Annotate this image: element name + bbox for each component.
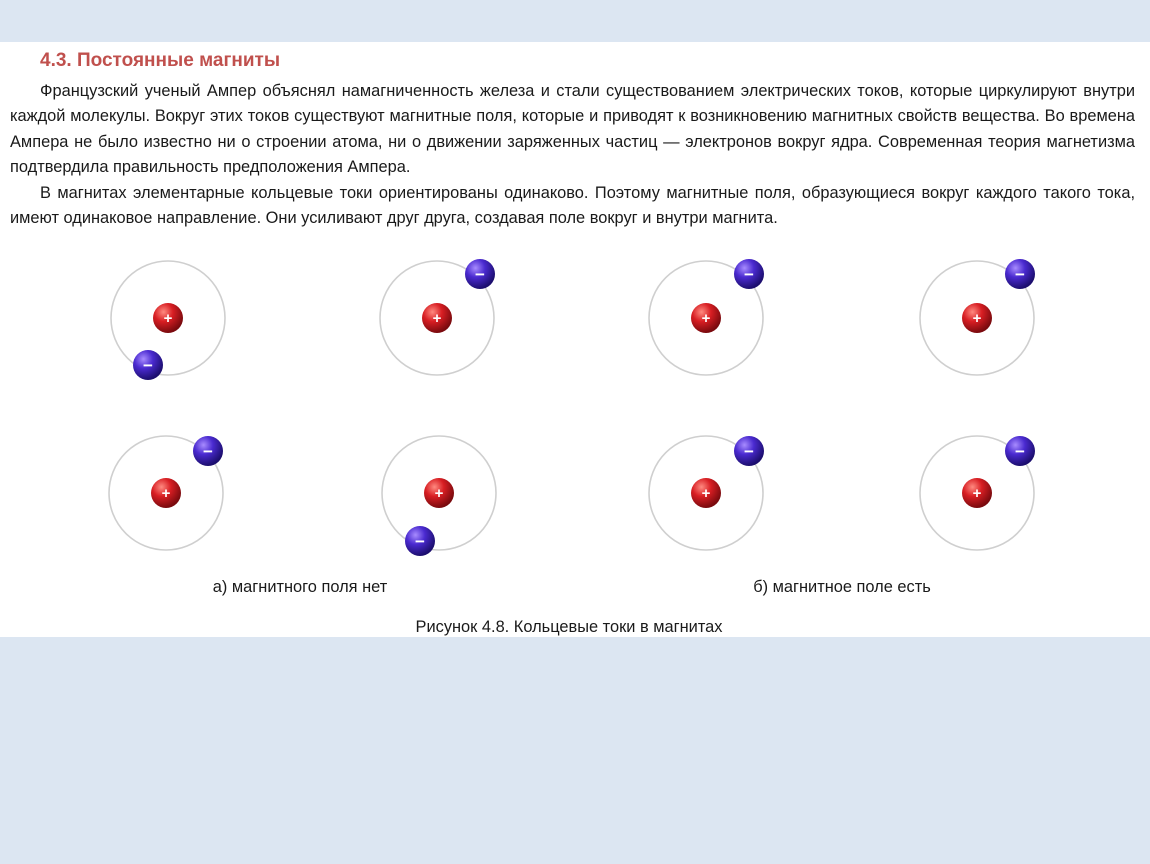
plus-sign: +	[972, 310, 982, 327]
plus-sign: +	[701, 485, 711, 502]
atom	[920, 436, 1035, 550]
plus-sign: +	[163, 310, 173, 327]
atom	[649, 259, 764, 375]
atom	[649, 436, 764, 550]
nucleus	[691, 303, 721, 333]
minus-sign: −	[1015, 265, 1025, 284]
electron	[133, 350, 163, 380]
paragraph-1: Французский ученый Ампер объяснял намагниченность железа и стали существованием электрических токов, которые циркулируют внутри каждой молекулы. Вокруг этих токов существуют магнитные поля, которые и приводят к возникновению магнитных свойств вещества. Во времена Ампера не было известно ни о строении атома, ни о движении заряженных частиц — электронов вокруг ядра. Современная теория магнетизма подтвердила правильность предположения Ампера.	[10, 82, 1135, 177]
section-heading: 4.3. Постоянные магниты	[40, 50, 281, 71]
caption-field-present: б) магнитное поле есть	[753, 578, 931, 596]
atom	[111, 261, 225, 380]
minus-sign: −	[475, 265, 485, 284]
plus-sign: +	[972, 485, 982, 502]
electron	[1005, 259, 1035, 289]
electron	[734, 436, 764, 466]
minus-sign: −	[203, 442, 213, 461]
plus-sign: +	[161, 485, 171, 502]
atom	[382, 436, 496, 556]
nucleus	[962, 478, 992, 508]
paragraph-2: В магнитах элементарные кольцевые токи ориентированы одинаково. Поэтому магнитные поля, образующиеся вокруг каждого такого тока, имеют одинаковое направление. Они усиливают друг друга, создавая поле вокруг и внутри магнита.	[10, 183, 1135, 228]
minus-sign: −	[744, 265, 754, 284]
nucleus	[962, 303, 992, 333]
nucleus	[691, 478, 721, 508]
minus-sign: −	[1015, 442, 1025, 461]
caption-no-field: а) магнитного поля нет	[212, 578, 388, 596]
minus-sign: −	[744, 442, 754, 461]
atom	[109, 436, 223, 550]
figure-title: Рисунок 4.8. Кольцевые токи в магнитах	[415, 618, 723, 636]
minus-sign: −	[143, 356, 153, 375]
nucleus	[422, 303, 452, 333]
plus-sign: +	[701, 310, 711, 327]
nucleus	[151, 478, 181, 508]
atom	[380, 259, 495, 375]
plus-sign: +	[434, 485, 444, 502]
electron	[193, 436, 223, 466]
minus-sign: −	[415, 532, 425, 551]
nucleus	[153, 303, 183, 333]
nucleus	[424, 478, 454, 508]
plus-sign: +	[432, 310, 442, 327]
atom	[920, 259, 1035, 375]
electron	[405, 526, 435, 556]
electron	[465, 259, 495, 289]
electron	[734, 259, 764, 289]
electron	[1005, 436, 1035, 466]
